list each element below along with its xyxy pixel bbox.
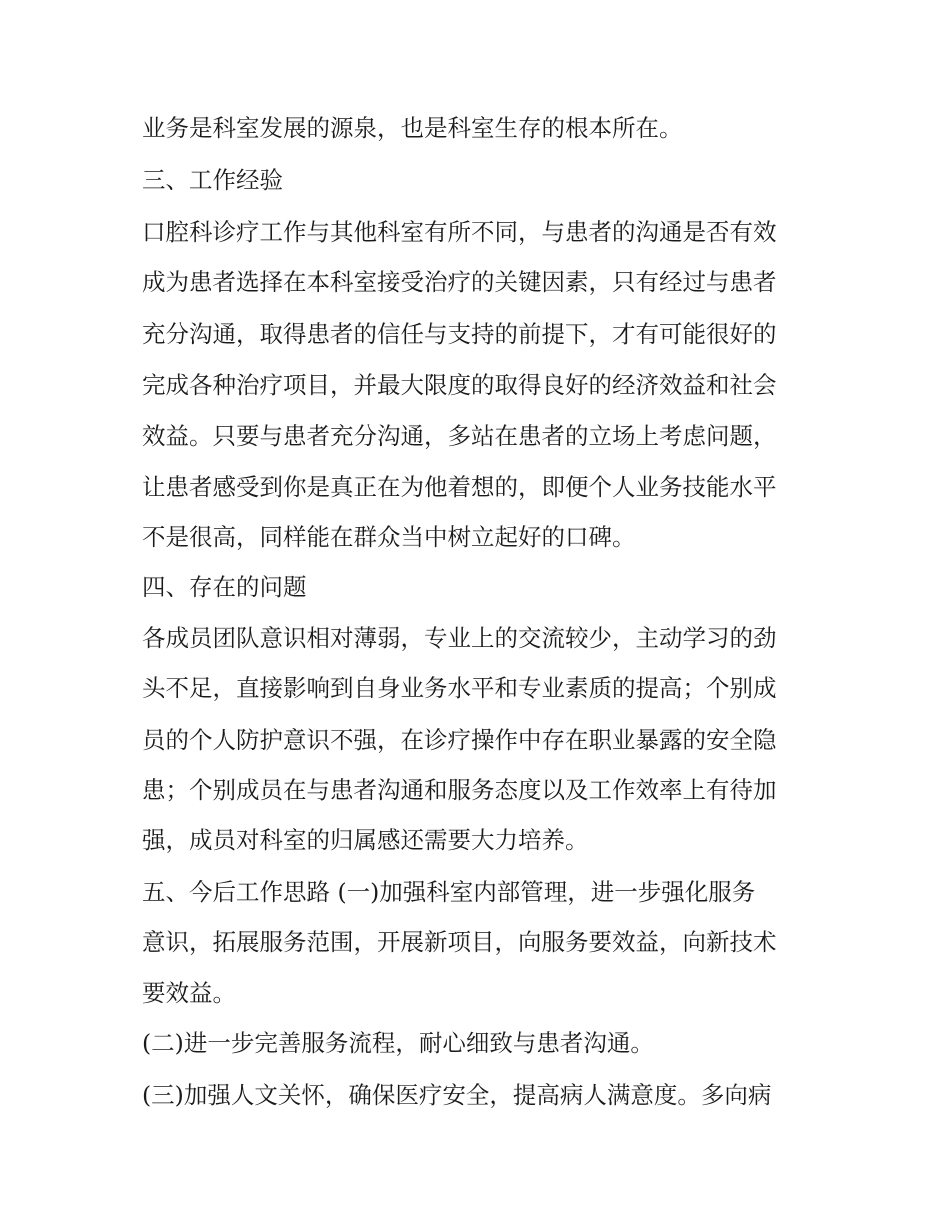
paragraph-line: 完成各种治疗项目，并最大限度的取得良好的经济效益和社会 (142, 371, 777, 399)
paragraph-line: 员的个人防护意识不强，在诊疗操作中存在职业暴露的安全隐 (142, 726, 777, 754)
paragraph-line: 充分沟通，取得患者的信任与支持的前提下，才有可能很好的 (142, 320, 777, 348)
paragraph-line: 口腔科诊疗工作与其他科室有所不同，与患者的沟通是否有效 (142, 218, 777, 246)
section-heading: 四、存在的问题 (142, 573, 307, 601)
paragraph-line: 不是很高，同样能在群众当中树立起好的口碑。 (142, 523, 636, 551)
paragraph-line: 意识，拓展服务范围，开展新项目，向服务要效益，向新技术 (142, 928, 777, 956)
paragraph-line: 业务是科室发展的源泉，也是科室生存的根本所在。 (142, 114, 683, 142)
paragraph-line: (三)加强人文关怀，确保医疗安全，提高病人满意度。多向病 (142, 1081, 772, 1109)
paragraph-line: (二)进一步完善服务流程，耐心细致与患者沟通。 (142, 1029, 654, 1057)
paragraph-line: 各成员团队意识相对薄弱，专业上的交流较少，主动学习的劲 (142, 624, 777, 652)
paragraph-line: 头不足，直接影响到自身业务水平和专业素质的提高；个别成 (142, 674, 777, 702)
paragraph-line: 让患者感受到你是真正在为他着想的，即便个人业务技能水平 (142, 473, 777, 501)
paragraph-line: 强，成员对科室的归属感还需要大力培养。 (142, 826, 589, 854)
paragraph-line: 患；个别成员在与患者沟通和服务态度以及工作效率上有待加 (142, 776, 777, 804)
section-heading: 三、工作经验 (142, 166, 283, 194)
paragraph-line: 成为患者选择在本科室接受治疗的关键因素，只有经过与患者 (142, 268, 777, 296)
section-heading: 五、今后工作思路 (一)加强科室内部管理，进一步强化服务 (142, 878, 756, 906)
paragraph-line: 要效益。 (142, 979, 236, 1007)
paragraph-line: 效益。只要与患者充分沟通，多站在患者的立场上考虑问题， (142, 422, 777, 450)
